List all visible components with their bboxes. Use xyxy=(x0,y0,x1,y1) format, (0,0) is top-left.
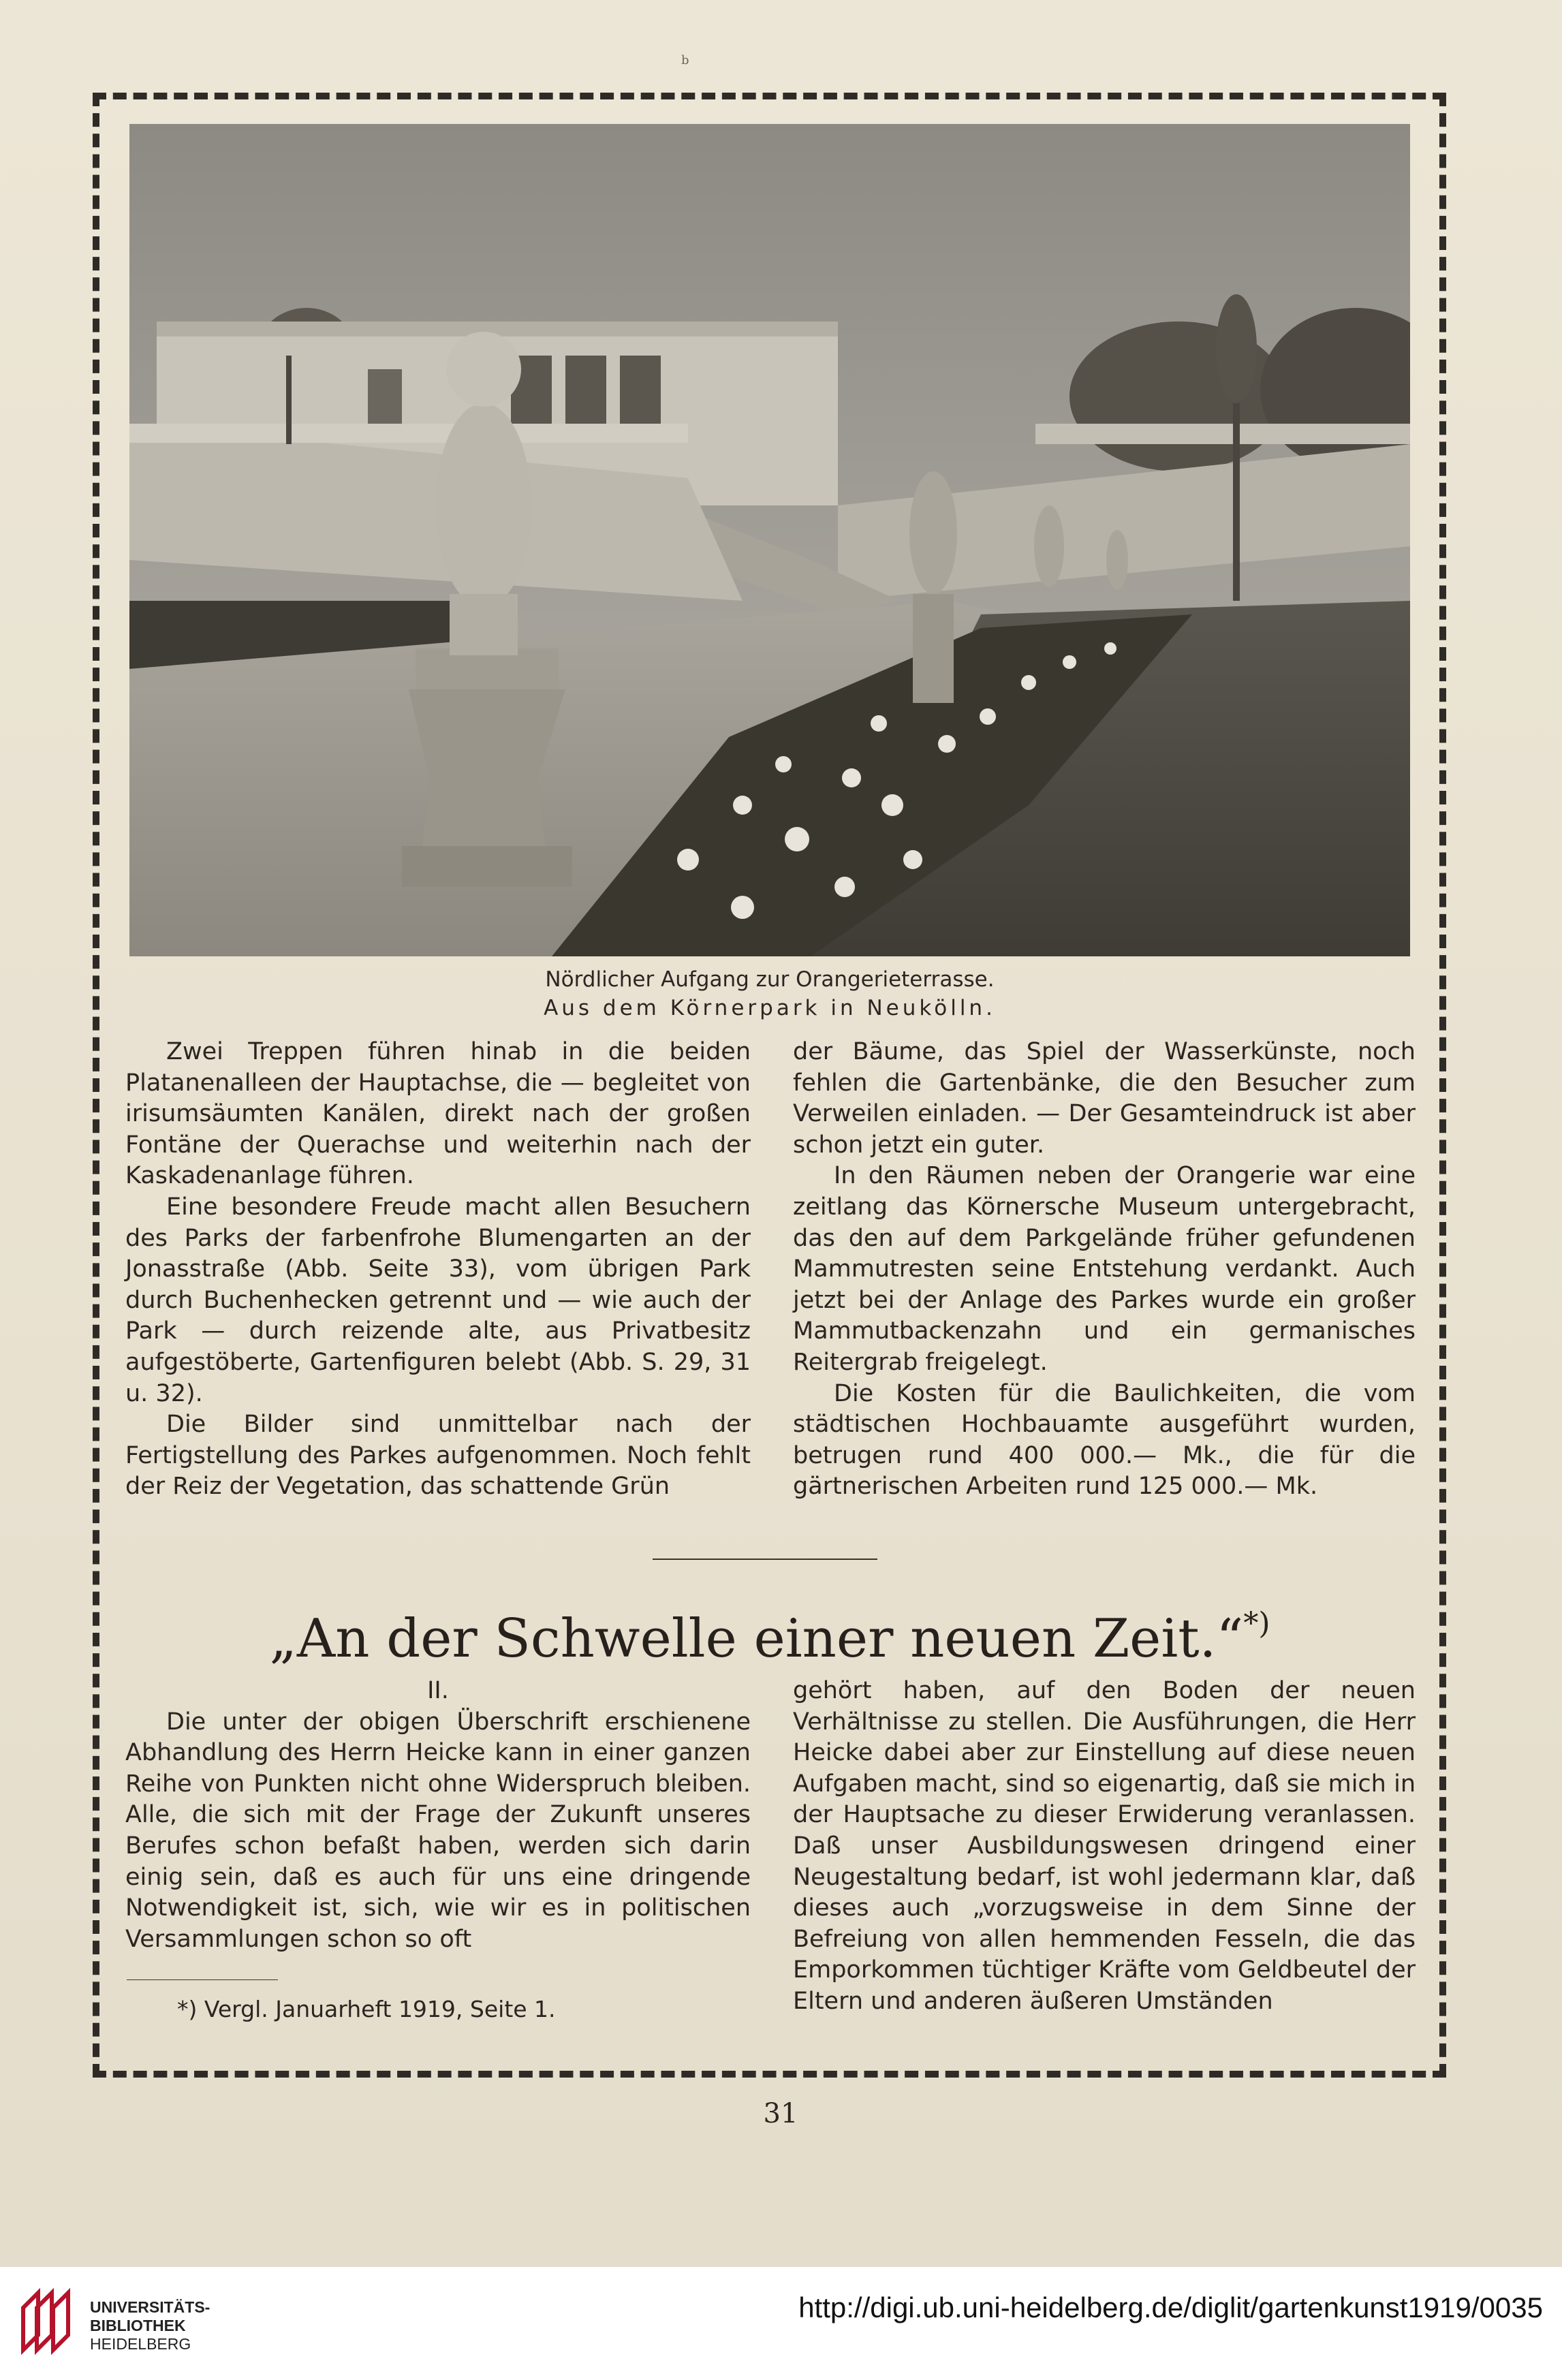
article-headline xyxy=(129,1606,1410,1670)
paragraph: Eine besondere Freude macht allen Besuchern des Parks der farbenfrohe Blumengarten an der Jonasstraße (Abb. Seite 33), vom übrigen Park durch Buchenhecken getrennt und — wie auch der Park — durch reizende alte, aus Privatbesitz aufgestöberte, Gartenfiguren belebt (Abb. S. 29, 31 u. 32). xyxy=(125,1193,751,1407)
paragraph: Die unter der obigen Überschrift erschienene Abhandlung des Herrn Heicke kann in einer ganzen Reihe von Punkten nicht ohne Widerspruch bleiben. Alle, die sich mit der Frage der Zukunft unseres Berufes schon befaßt haben, werden sich darin einig sein, daß es auch für uns eine dringende Notwendigkeit ist, sich, wie wir es in politischen Versammlungen schon so oft xyxy=(125,1708,751,1953)
footnote-rule xyxy=(127,1979,278,1980)
headline-text: „An der Schwelle einer neuen Zeit.“ xyxy=(269,1608,1244,1670)
library-name-line-1: UNIVERSITÄTS- xyxy=(90,2298,210,2316)
photo-caption-line-1: Nördlicher Aufgang zur Orangerieterrasse. xyxy=(545,967,995,992)
section-divider xyxy=(653,1559,877,1560)
headline-footnote-mark: *) xyxy=(1243,1606,1270,1641)
photo-caption-line-2: Aus dem Körnerpark in Neukölln. xyxy=(544,996,996,1020)
top-mark: b xyxy=(681,53,689,67)
page-number: 31 xyxy=(763,2098,798,2129)
paragraph: Die Kosten für die Baulichkeiten, die vom städtischen Hochbauamte ausgeführt wurden, betrugen rund 400 000.— Mk., die für die gärtnerischen Arbeiten rund 125 000.— Mk. xyxy=(793,1379,1416,1501)
paragraph: Die Bilder sind unmittelbar nach der Fertigstellung des Parkes aufgenommen. Noch fehlt der Reiz der Vegetation, das schattende Grün xyxy=(125,1411,751,1501)
article2-left-column xyxy=(125,1676,751,1955)
paragraph: In den Räumen neben der Orangerie war eine zeitlang das Körnersche Museum untergebracht, das den auf dem Parkgelände früher gefundenen Mammutresten seine Entstehung verdankt. Auch jetzt bei der Anlage des Parkes wurde ein großer Mammutbackenzahn und ein germanisches Reitergrab freigelegt. xyxy=(793,1162,1416,1376)
paragraph: gehört haben, auf den Boden der neuen Verhältnisse zu stellen. Die Ausführungen, die Herr Heicke dabei aber zur Einstellung auf diese neuen Aufgaben macht, sind so eigenartig, daß sie mich in der Hauptsache zu dieser Erwiderung veranlassen. Daß unser Ausbildungswesen dringend einer Neugestaltung bedarf, ist wohl jedermann klar, daß dieses auch „vorzugsweise in dem Sinne der Befreiung von allen hemmenden Fesseln, die das Emporkommen tüchtiger Kräfte vom Geldbeutel der Eltern und anderen äußeren Umständen xyxy=(793,1677,1416,2015)
article1-right-column xyxy=(793,1037,1416,1503)
section-number: II. xyxy=(427,1677,449,1704)
paragraph: Zwei Treppen führen hinab in die beiden Platanenalleen der Hauptachse, die — begleitet von irisumsäumten Kanälen, direkt nach der großen Fontäne der Querachse und weiterhin nach der Kaskadenanlage führen. xyxy=(125,1038,751,1190)
library-name-line-2: BIBLIOTHEK xyxy=(90,2317,186,2334)
article2-right-column xyxy=(793,1676,1416,2018)
library-name-line-3: HEIDELBERG xyxy=(90,2335,191,2353)
library-footer xyxy=(0,2267,1562,2380)
library-name xyxy=(90,2298,210,2353)
library-logo-icon xyxy=(18,2287,76,2355)
source-url-link[interactable]: http://digi.ub.uni-heidelberg.de/diglit/gartenkunst1919/0035 xyxy=(798,2291,1543,2323)
park-photograph xyxy=(129,124,1410,956)
footnote: *) Vergl. Januarheft 1919, Seite 1. xyxy=(177,1996,556,2022)
article1-left-column xyxy=(125,1037,751,1503)
paragraph: der Bäume, das Spiel der Wasserkünste, noch fehlen die Gartenbänke, die den Besucher zum Verweilen einladen. — Der Gesamteindruck ist aber schon jetzt ein guter. xyxy=(793,1038,1416,1159)
